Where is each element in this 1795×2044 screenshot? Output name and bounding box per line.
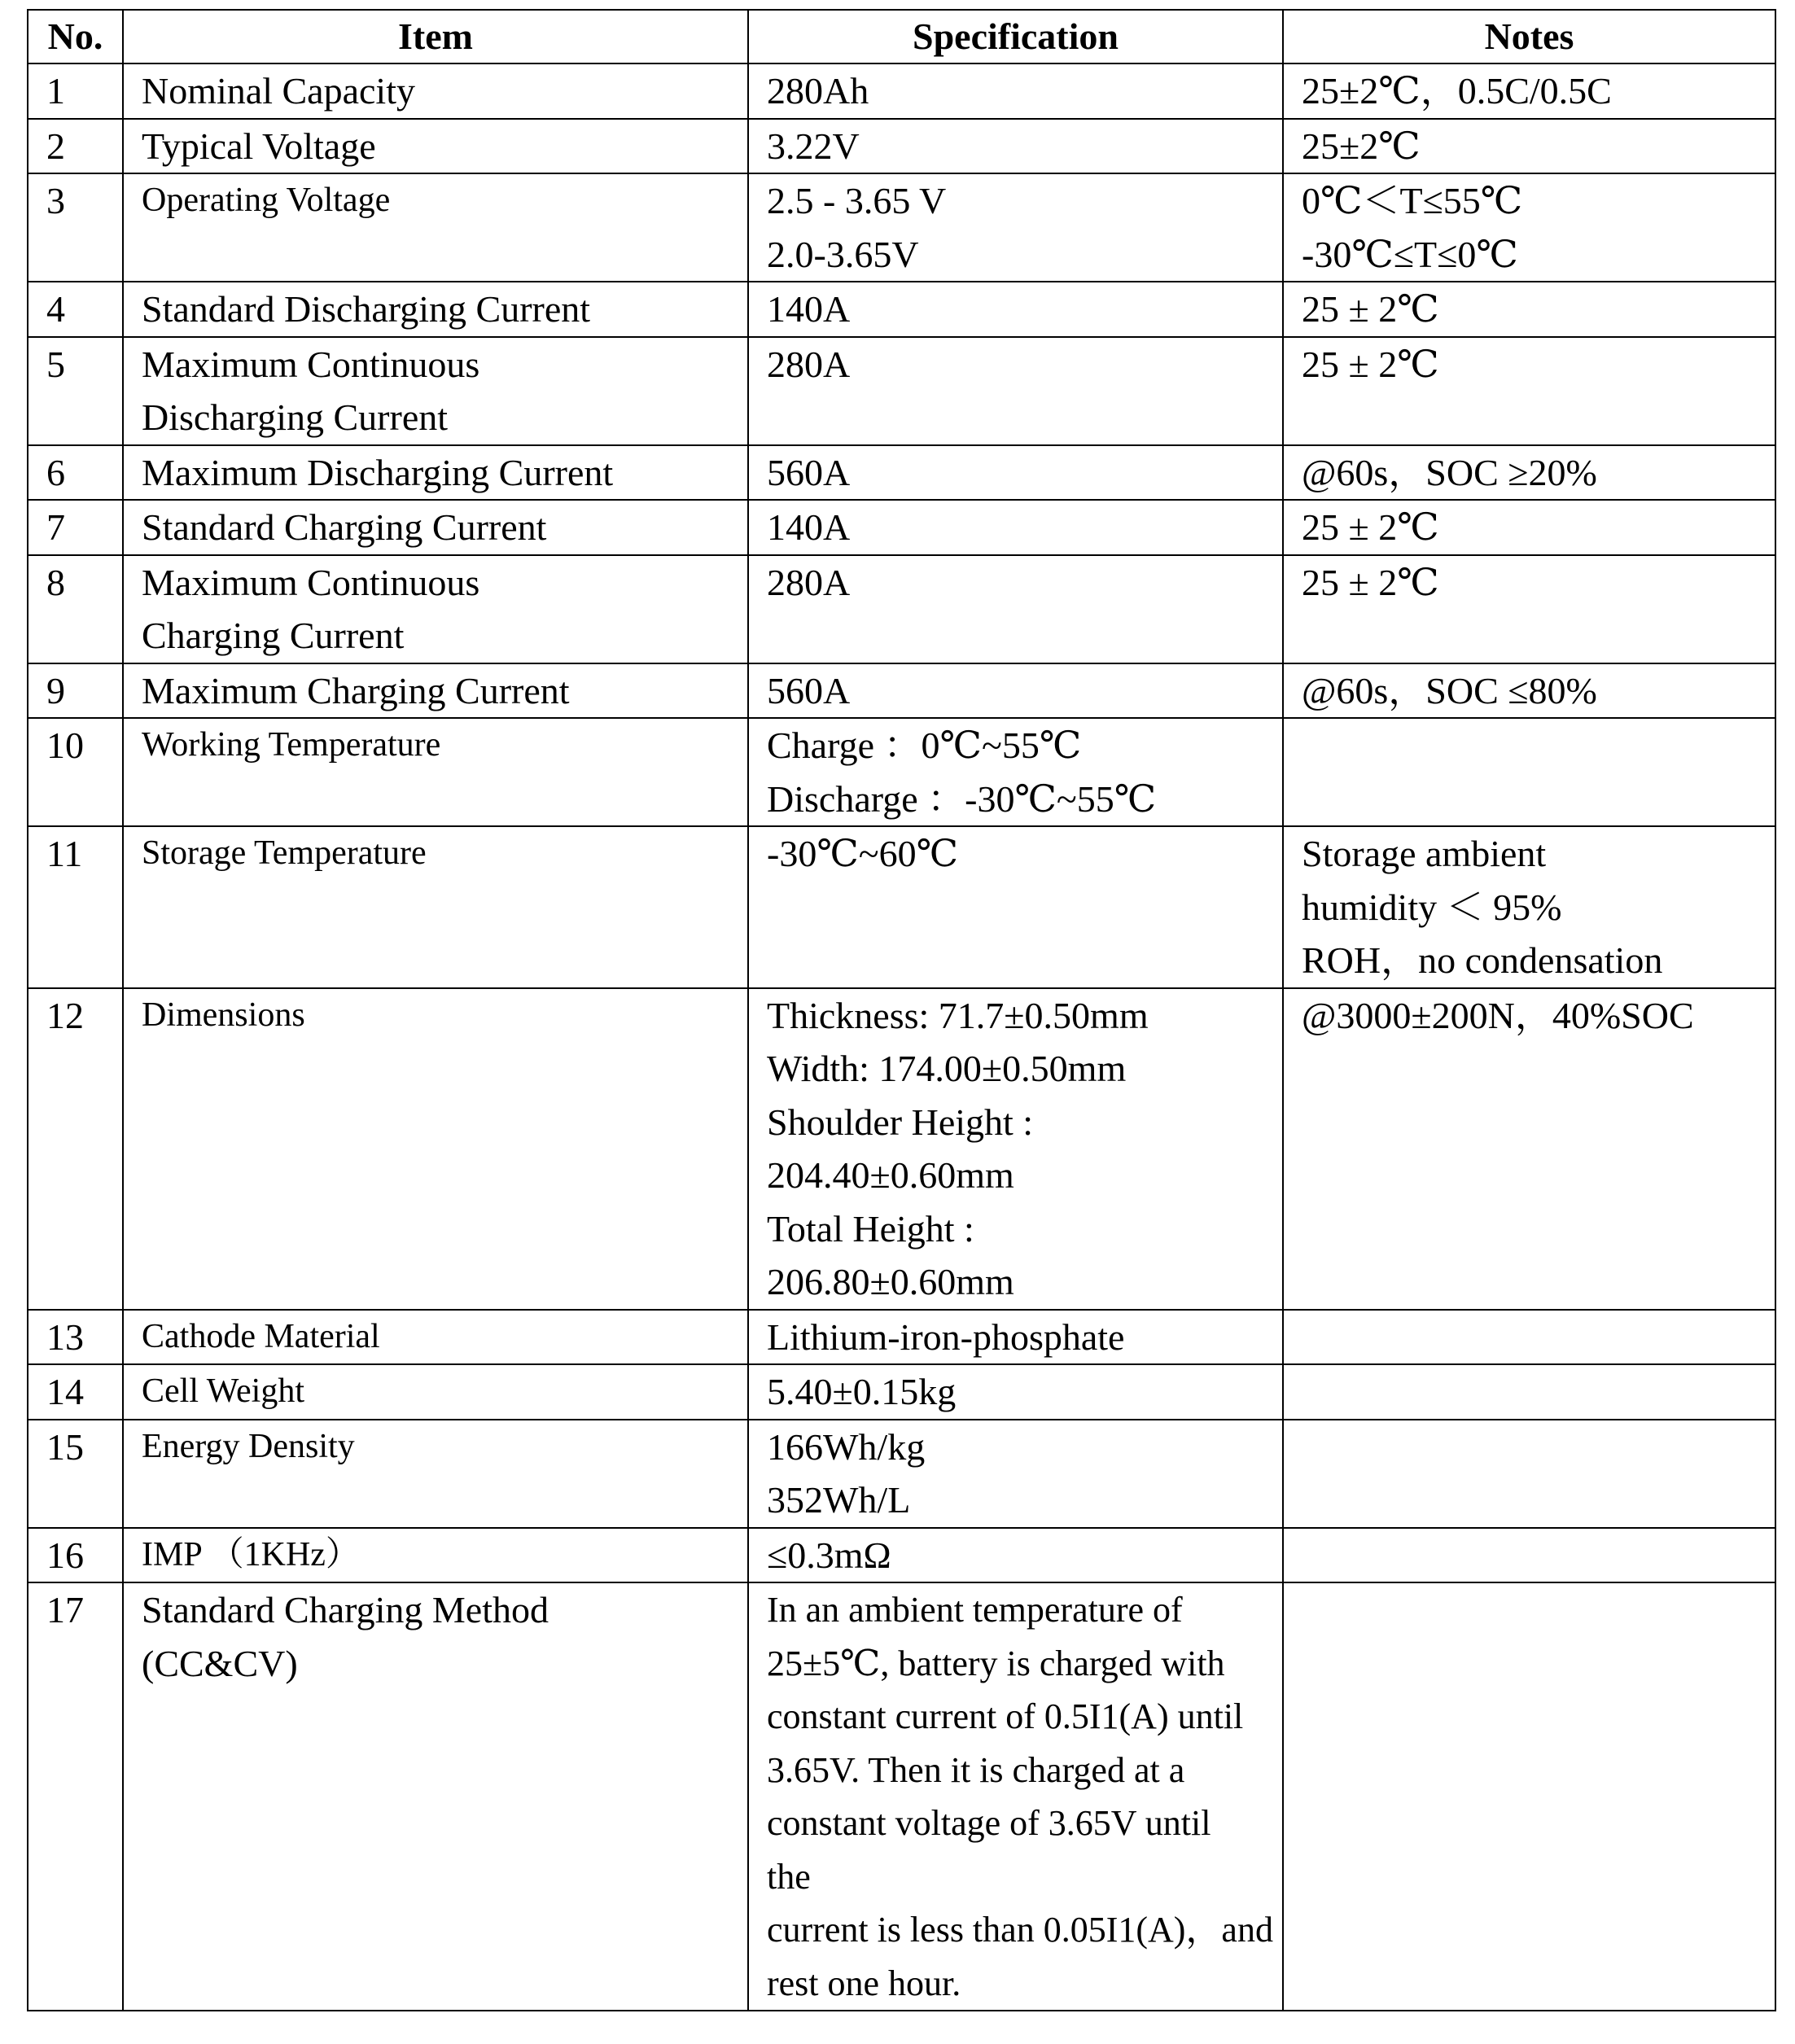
spec-line: Discharge ：-30℃~55℃	[767, 777, 1157, 820]
spec-cell	[748, 1582, 1283, 2011]
table-row	[28, 1582, 1775, 2011]
spec-line: the	[767, 1856, 811, 1897]
row-number: 7	[28, 500, 123, 555]
header-notes: Notes	[1283, 10, 1775, 63]
notes-cell	[1283, 500, 1775, 555]
table-row	[28, 988, 1775, 1310]
item-line: Maximum Continuous	[142, 343, 480, 385]
notes-line: 25 ± 2℃	[1302, 506, 1439, 548]
spec-line: rest one hour.	[767, 1963, 961, 2003]
item-line: Cell Weight	[142, 1372, 304, 1410]
item-line: (CC&CV)	[142, 1642, 298, 1684]
item-cell	[123, 337, 748, 445]
notes-cell	[1283, 1582, 1775, 2011]
item-line: Storage Temperature	[142, 834, 427, 872]
spec-line: 560A	[767, 451, 851, 493]
table-row	[28, 63, 1775, 119]
spec-line: 280Ah	[767, 70, 869, 112]
spec-cell	[748, 663, 1283, 719]
row-number: 9	[28, 663, 123, 719]
row-number: 2	[28, 119, 123, 174]
table-row	[28, 1528, 1775, 1583]
notes-line: humidity ＜ 95%	[1302, 886, 1562, 928]
spec-cell	[748, 555, 1283, 663]
row-number: 14	[28, 1364, 123, 1420]
notes-line: 25 ± 2℃	[1302, 561, 1439, 603]
item-line: IMP （1KHz）	[142, 1535, 360, 1573]
row-number: 6	[28, 445, 123, 501]
item-cell	[123, 119, 748, 174]
notes-line: @3000±200N，40%SOC	[1302, 994, 1694, 1036]
item-line: Cathode Material	[142, 1317, 380, 1355]
row-number: 3	[28, 173, 123, 282]
spec-cell	[748, 337, 1283, 445]
row-number: 8	[28, 555, 123, 663]
item-line: Discharging Current	[142, 396, 449, 438]
notes-cell	[1283, 1528, 1775, 1583]
spec-line: 204.40±0.60mm	[767, 1154, 1014, 1196]
spec-line: 352Wh/L	[767, 1479, 911, 1521]
table-row	[28, 445, 1775, 501]
spec-cell	[748, 500, 1283, 555]
spec-line: 560A	[767, 669, 851, 711]
item-cell	[123, 63, 748, 119]
notes-line: 25±2℃	[1302, 125, 1421, 167]
spec-line: constant current of 0.5I1(A) until	[767, 1696, 1244, 1736]
item-line: Standard Discharging Current	[142, 288, 591, 330]
spec-line: constant voltage of 3.65V until	[767, 1803, 1211, 1843]
table-row	[28, 555, 1775, 663]
notes-line: Storage ambient	[1302, 833, 1547, 874]
table-body	[28, 63, 1775, 2011]
item-line: Typical Voltage	[142, 125, 376, 167]
notes-line: 25 ± 2℃	[1302, 288, 1439, 330]
item-cell	[123, 1364, 748, 1420]
item-line: Nominal Capacity	[142, 70, 415, 112]
notes-cell	[1283, 63, 1775, 119]
row-number: 5	[28, 337, 123, 445]
notes-line: 0℃＜T≤55℃	[1302, 180, 1523, 221]
row-number: 13	[28, 1310, 123, 1365]
spec-cell	[748, 988, 1283, 1310]
table-row	[28, 826, 1775, 988]
row-number: 10	[28, 718, 123, 826]
item-cell	[123, 988, 748, 1310]
item-cell	[123, 1420, 748, 1528]
item-cell	[123, 718, 748, 826]
item-line: Standard Charging Method	[142, 1589, 549, 1630]
spec-line: Lithium-iron-phosphate	[767, 1315, 1125, 1358]
spec-cell	[748, 1420, 1283, 1528]
row-number: 15	[28, 1420, 123, 1528]
table-row	[28, 119, 1775, 174]
item-cell	[123, 1582, 748, 2011]
spec-line: In an ambient temperature of	[767, 1590, 1183, 1630]
item-line: Working Temperature	[142, 726, 441, 764]
spec-line: 25±5℃, battery is charged with	[767, 1643, 1225, 1683]
table-row	[28, 337, 1775, 445]
notes-line: ROH，no condensation	[1302, 939, 1663, 981]
item-line: Dimensions	[142, 996, 305, 1034]
spec-cell	[748, 826, 1283, 988]
notes-cell	[1283, 826, 1775, 988]
header-specification: Specification	[748, 10, 1283, 63]
item-line: Charging Current	[142, 615, 405, 656]
header-row	[28, 10, 1775, 63]
notes-cell	[1283, 173, 1775, 282]
spec-line: -30℃~60℃	[767, 833, 959, 874]
header-item: Item	[123, 10, 748, 63]
spec-line: Total Height :	[767, 1207, 974, 1250]
table-row	[28, 663, 1775, 719]
spec-line: Thickness: 71.7±0.50mm	[767, 994, 1149, 1036]
notes-line: 25 ± 2℃	[1302, 343, 1439, 385]
spec-line: 280A	[767, 561, 851, 603]
spec-cell	[748, 282, 1283, 337]
item-cell	[123, 500, 748, 555]
table-row	[28, 1364, 1775, 1420]
notes-cell	[1283, 988, 1775, 1310]
spec-line: 2.0-3.65V	[767, 233, 919, 275]
spec-cell	[748, 1310, 1283, 1365]
row-number: 4	[28, 282, 123, 337]
spec-cell	[748, 119, 1283, 174]
notes-line: @60s，SOC ≥20%	[1302, 451, 1597, 493]
notes-cell	[1283, 1310, 1775, 1365]
spec-cell	[748, 1528, 1283, 1583]
table-row	[28, 500, 1775, 555]
spec-line: 3.22V	[767, 125, 860, 167]
notes-cell	[1283, 119, 1775, 174]
spec-line: 280A	[767, 343, 851, 385]
spec-line: 140A	[767, 506, 851, 548]
notes-cell	[1283, 337, 1775, 445]
notes-cell	[1283, 1420, 1775, 1528]
notes-cell	[1283, 663, 1775, 719]
row-number: 11	[28, 826, 123, 988]
spec-line: Width: 174.00±0.50mm	[767, 1048, 1127, 1089]
spec-line: Shoulder Height :	[767, 1101, 1034, 1143]
table-row	[28, 282, 1775, 337]
spec-line: Charge ：0℃~55℃	[767, 724, 1082, 766]
spec-line: 5.40±0.15kg	[767, 1371, 957, 1412]
table-row	[28, 1310, 1775, 1365]
spec-cell	[748, 445, 1283, 501]
spec-cell	[748, 173, 1283, 282]
table-row	[28, 1420, 1775, 1528]
item-line: Energy Density	[142, 1427, 355, 1465]
spec-line: 140A	[767, 288, 851, 330]
item-cell	[123, 826, 748, 988]
row-number: 12	[28, 988, 123, 1310]
spec-line: current is less than 0.05I1(A)，and	[767, 1910, 1273, 1950]
item-line: Maximum Charging Current	[142, 669, 570, 711]
item-cell	[123, 1310, 748, 1365]
table-row	[28, 718, 1775, 826]
item-cell	[123, 555, 748, 663]
spec-cell	[748, 63, 1283, 119]
row-number: 16	[28, 1528, 123, 1583]
item-cell	[123, 1528, 748, 1583]
notes-line: 25±2℃，0.5C/0.5C	[1302, 70, 1612, 112]
spec-line: 3.65V. Then it is charged at a	[767, 1749, 1185, 1790]
item-line: Standard Charging Current	[142, 506, 547, 548]
notes-cell	[1283, 1364, 1775, 1420]
spec-line: 2.5 - 3.65 V	[767, 180, 947, 221]
item-line: Operating Voltage	[142, 182, 391, 219]
item-cell	[123, 282, 748, 337]
item-cell	[123, 173, 748, 282]
notes-cell	[1283, 445, 1775, 501]
row-number: 17	[28, 1582, 123, 2011]
notes-cell	[1283, 282, 1775, 337]
item-line: Maximum Continuous	[142, 561, 480, 603]
item-cell	[123, 445, 748, 501]
item-cell	[123, 663, 748, 719]
spec-cell	[748, 1364, 1283, 1420]
spec-cell	[748, 718, 1283, 826]
spec-line: 206.80±0.60mm	[767, 1261, 1014, 1302]
table-row	[28, 173, 1775, 282]
notes-cell	[1283, 555, 1775, 663]
spec-line: ≤0.3mΩ	[767, 1534, 891, 1576]
row-number: 1	[28, 63, 123, 119]
notes-cell	[1283, 718, 1775, 826]
item-line: Maximum Discharging Current	[142, 451, 614, 493]
notes-line: @60s，SOC ≤80%	[1302, 669, 1597, 711]
header-no: No.	[28, 10, 123, 63]
spec-line: 166Wh/kg	[767, 1425, 926, 1468]
notes-line: -30℃≤T≤0℃	[1302, 233, 1518, 275]
specification-table	[27, 9, 1776, 2011]
